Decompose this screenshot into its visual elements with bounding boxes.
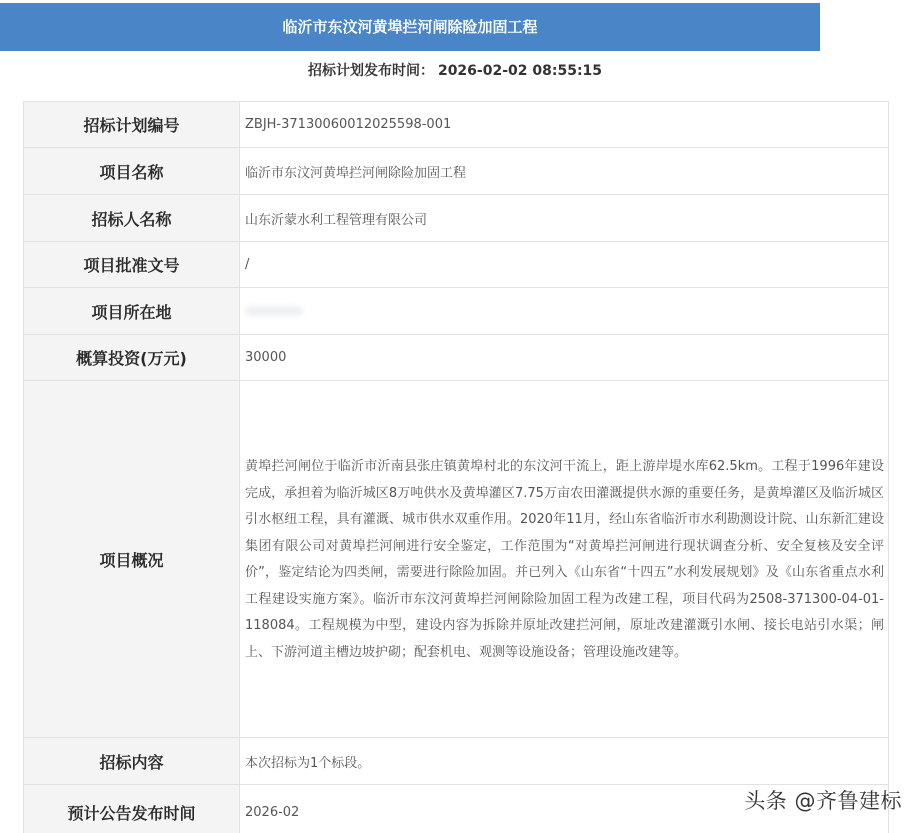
row-value: 本次招标为1个标段。 — [240, 738, 889, 785]
row-label: 招标内容 — [24, 738, 240, 785]
row-label: 概算投资(万元) — [24, 335, 240, 381]
table-row-approval-no — [24, 242, 889, 288]
table-row-project-name — [24, 148, 889, 195]
row-value-overview — [240, 381, 889, 738]
row-value: 30000 — [240, 335, 889, 381]
row-value: 2026-02 — [240, 785, 889, 833]
blurred-location-value — [245, 306, 303, 316]
row-label: 招标人名称 — [24, 195, 240, 242]
page-title: 临沂市东汶河黄埠拦河闸除险加固工程 — [0, 3, 820, 51]
row-value: ZBJH-37130060012025598-001 — [240, 102, 889, 148]
row-label: 项目所在地 — [24, 288, 240, 335]
table-row-overview — [24, 381, 889, 738]
publish-time-value: 2026-02-02 08:55:15 — [437, 63, 603, 79]
row-label: 预计公告发布时间 — [24, 785, 240, 833]
table-row-location — [24, 288, 889, 335]
table-row-plan-no — [24, 102, 889, 148]
row-value: / — [240, 242, 889, 288]
row-label: 项目批准文号 — [24, 242, 240, 288]
publish-time-label: 招标计划发布时间： — [307, 63, 434, 79]
row-value: 临沂市东汶河黄埠拦河闸除险加固工程 — [240, 148, 889, 195]
publish-time-line — [0, 52, 910, 90]
project-overview-text: 黄埠拦河闸位于临沂市沂南县张庄镇黄埠村北的东汶河干流上，距上游岸堤水库62.5km。工程于1996年建设完成，承担着为临沂城区8万吨供水及黄埠灌区7.75万亩农田灌溉提供水源的重要任务，是黄埠灌区及临沂城区引水枢纽工程，具有灌溉、城市供水双重作用。2020年11月，经山东省临沂市水利勘测设计院、山东新汇建设集团有限公司对黄埠拦河闸进行安全鉴定，工作范围为“对黄埠拦河闸进行现状调查分析、安全复核及安全评价”，鉴定结论为四类闸，需要进行除险加固。并已列入《山东省“十四五”水利发展规划》及《山东省重点水利工程建设实施方案》。临沂市东汶河黄埠拦河闸除险加固工程为改建工程，项目代码为2508-371300-04-01-118084。工程规模为中型，建设内容为拆除并原址改建拦河闸，原址改建灌溉引水闸、接长电站引水渠；闸上、下游河道主槽边坡护砌；配套机电、观测等设施设备；管理设施改建等。 — [245, 459, 884, 660]
tender-info-table — [23, 101, 889, 833]
row-label: 项目概况 — [24, 381, 240, 738]
watermark-text: 头条 @齐鲁建标 — [744, 789, 902, 813]
row-value: 山东沂蒙水利工程管理有限公司 — [240, 195, 889, 242]
row-label: 招标计划编号 — [24, 102, 240, 148]
table-row-investment — [24, 335, 889, 381]
row-value-blurred — [240, 288, 889, 335]
row-label: 项目名称 — [24, 148, 240, 195]
table-row-tenderer — [24, 195, 889, 242]
table-row-content — [24, 738, 889, 785]
